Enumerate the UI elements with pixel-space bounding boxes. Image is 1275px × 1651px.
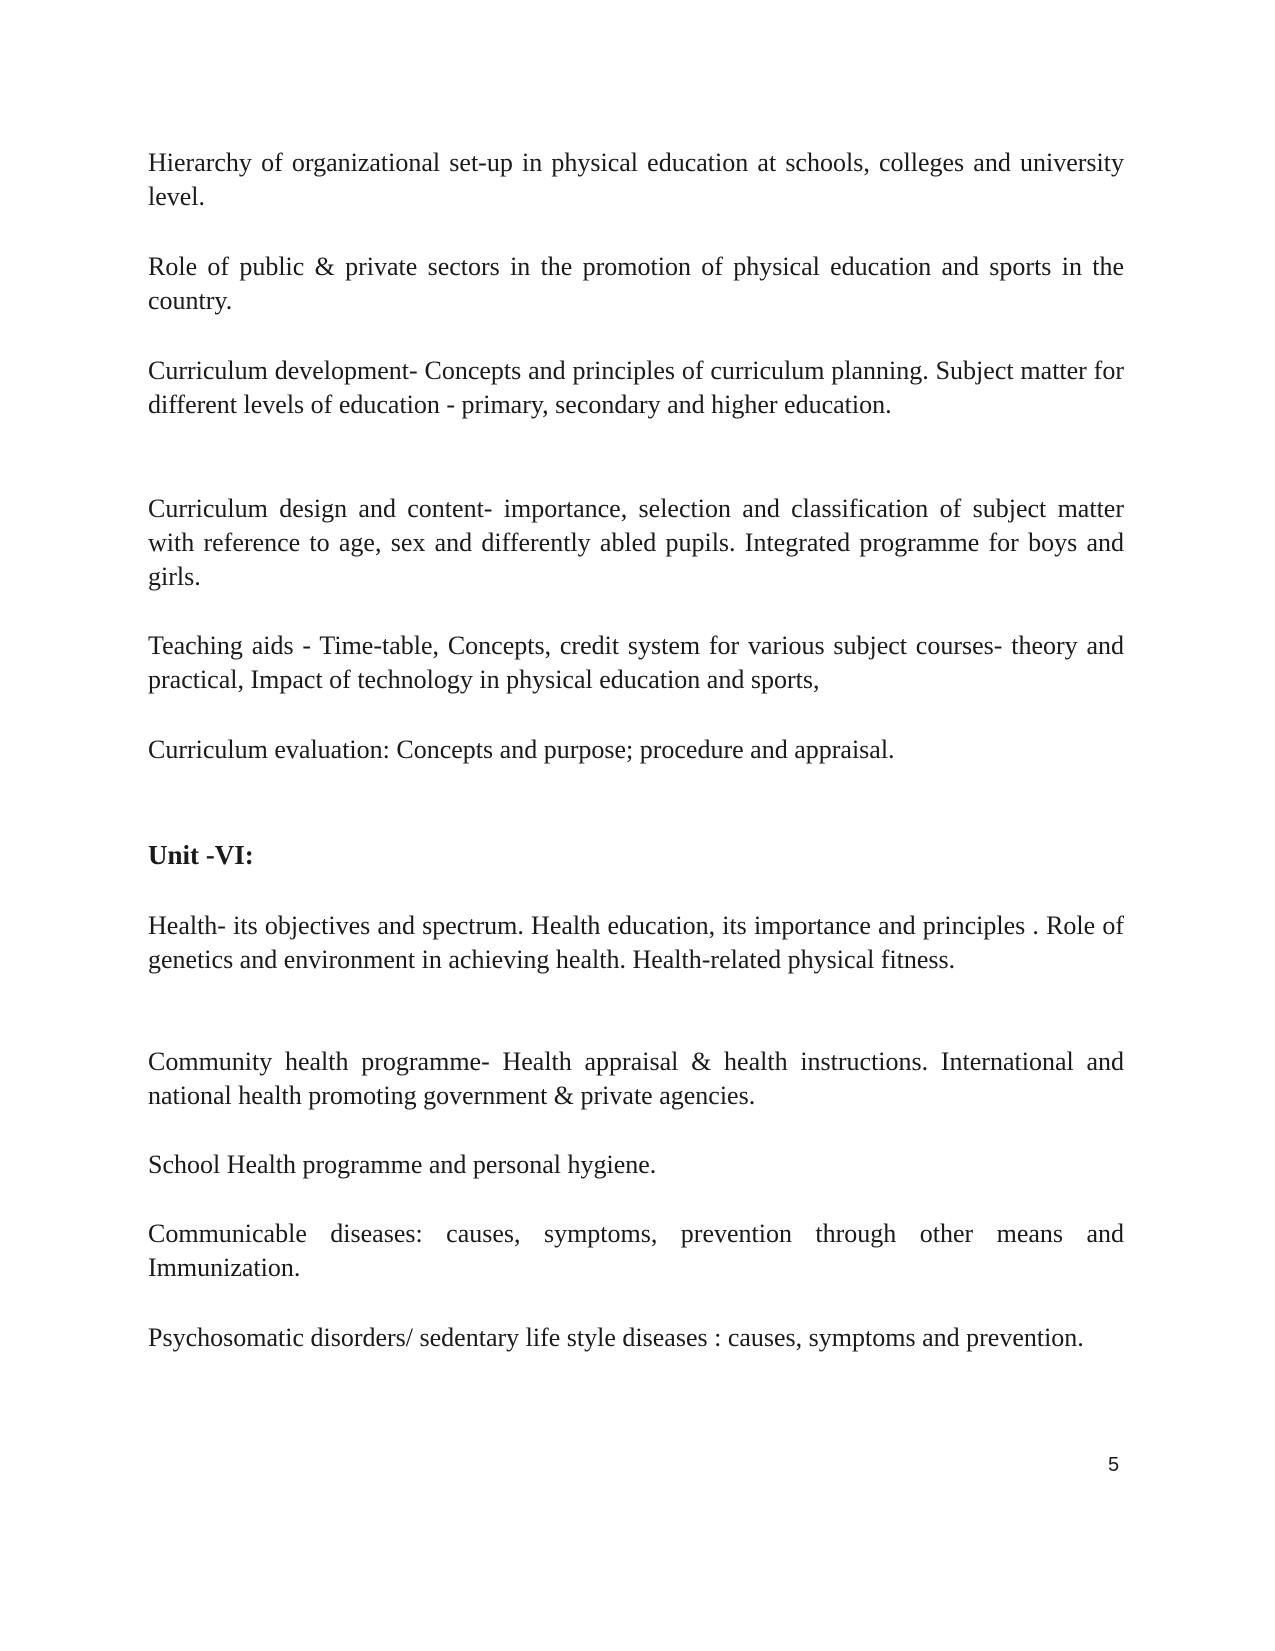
paragraph-public-private-sectors: Role of public & private sectors in the promotion of physical education and sports in the country. xyxy=(148,252,1124,315)
paragraph-curriculum-development: Curriculum development- Concepts and principles of curriculum planning. Subject matter for different levels of education - primary, secondary and higher education. xyxy=(148,356,1124,419)
paragraph-organizational-hierarchy: Hierarchy of organizational set-up in physical education at schools, colleges and university level. xyxy=(148,148,1124,211)
paragraph-health-objectives: Health- its objectives and spectrum. Health education, its importance and principles . Role of genetics and environment in achieving health. Health-related physical fitness. xyxy=(148,911,1124,974)
page-number: 5 xyxy=(1108,1454,1120,1476)
paragraph-teaching-aids: Teaching aids - Time-table, Concepts, credit system for various subject courses- theory and practical, Impact of technology in physical education and sports, xyxy=(148,631,1124,694)
paragraph-curriculum-design: Curriculum design and content- importance, selection and classification of subject matter with reference to age, sex and differently abled pupils. Integrated programme for boys and girls. xyxy=(148,494,1124,591)
paragraph-curriculum-evaluation: Curriculum evaluation: Concepts and purpose; procedure and appraisal. xyxy=(148,735,895,764)
paragraph-community-health: Community health programme- Health appraisal & health instructions. International and national health promoting government & private agencies. xyxy=(148,1047,1124,1110)
unit-heading: Unit -VI: xyxy=(148,840,254,870)
paragraph-communicable-diseases: Communicable diseases: causes, symptoms, prevention through other means and Immunization. xyxy=(148,1219,1124,1282)
paragraph-psychosomatic-disorders: Psychosomatic disorders/ sedentary life style diseases : causes, symptoms and prevention. xyxy=(148,1323,1084,1352)
paragraph-school-health: School Health programme and personal hygiene. xyxy=(148,1150,657,1179)
